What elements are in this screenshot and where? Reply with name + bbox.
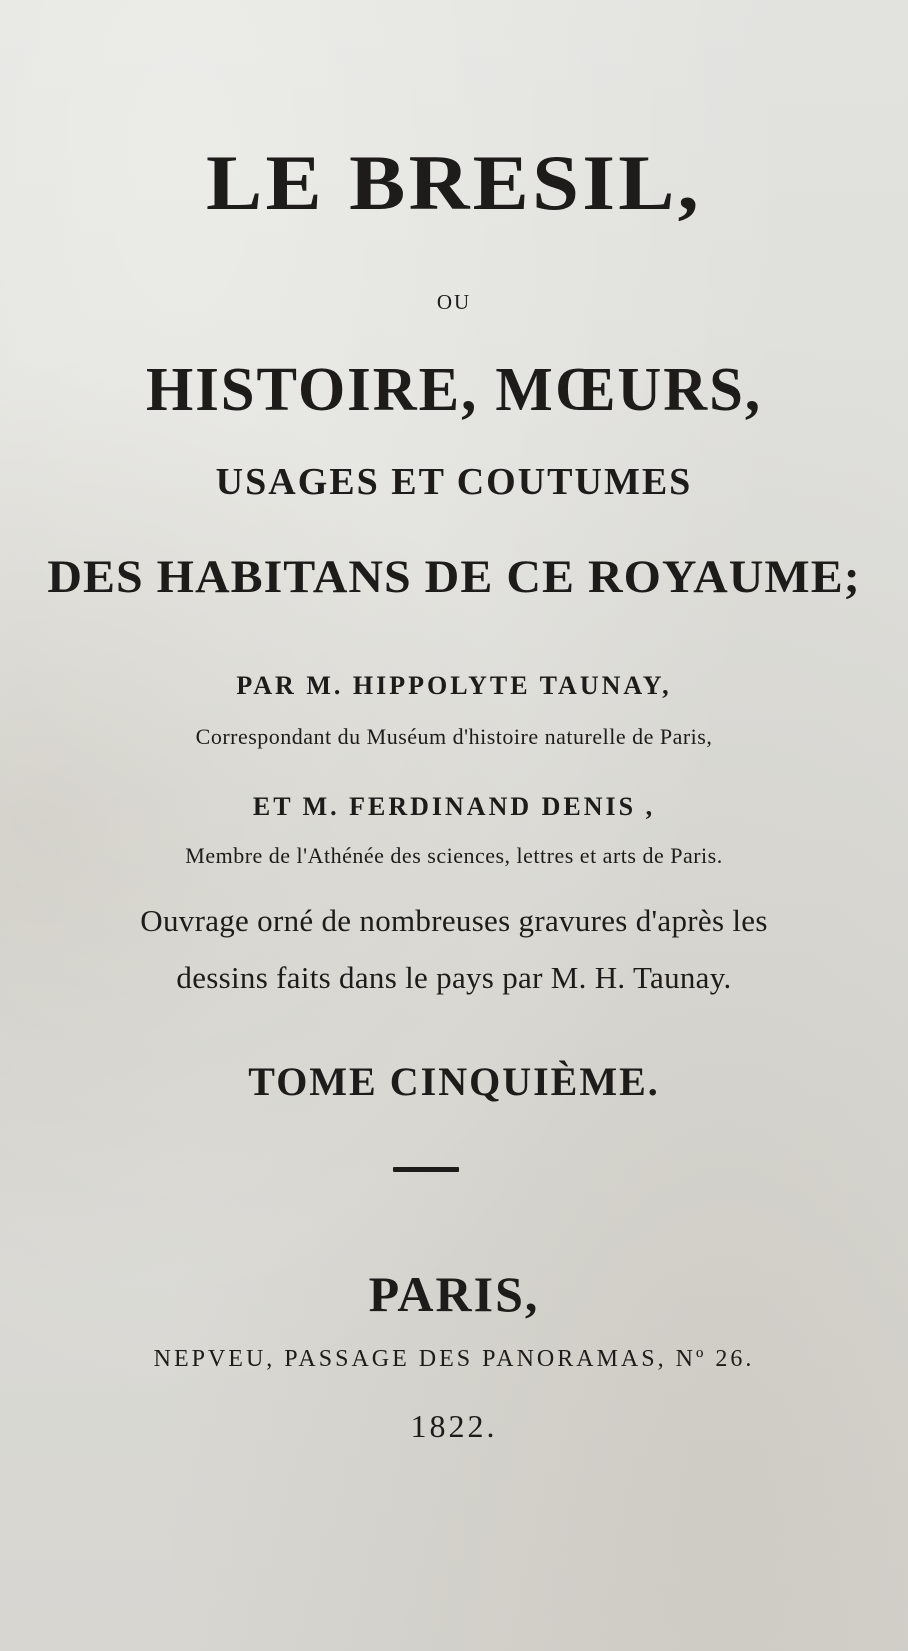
subtitle-line-1: HISTOIRE, MŒURS,: [145, 356, 763, 424]
subtitle-line-3: DES HABITANS DE CE ROYAUME;: [47, 551, 861, 603]
imprint-year: 1822.: [410, 1408, 498, 1444]
illustration-note-line-1: Ouvrage orné de nombreuses gravures d'après les: [140, 903, 768, 938]
title-conjunction: OU: [436, 290, 472, 314]
illustration-note-line-2: dessins faits dans le pays par M. H. Taunay.: [176, 960, 732, 995]
divider-rule: [393, 1167, 459, 1172]
author-1: PAR M. HIPPOLYTE TAUNAY,: [236, 671, 672, 700]
author-2-affiliation: Membre de l'Athénée des sciences, lettres et arts de Paris.: [185, 843, 723, 868]
subtitle-line-2: USAGES ET COUTUMES: [215, 461, 693, 503]
imprint-publisher: NEPVEU, PASSAGE DES PANORAMAS, Nº 26.: [153, 1346, 755, 1372]
author-1-affiliation: Correspondant du Muséum d'histoire naturelle de Paris,: [195, 724, 713, 749]
author-2: ET M. FERDINAND DENIS ,: [252, 792, 656, 821]
volume-label: TOME CINQUIÈME.: [248, 1059, 660, 1104]
imprint-city: PARIS,: [368, 1266, 540, 1322]
book-title: LE BRESIL,: [206, 139, 702, 226]
